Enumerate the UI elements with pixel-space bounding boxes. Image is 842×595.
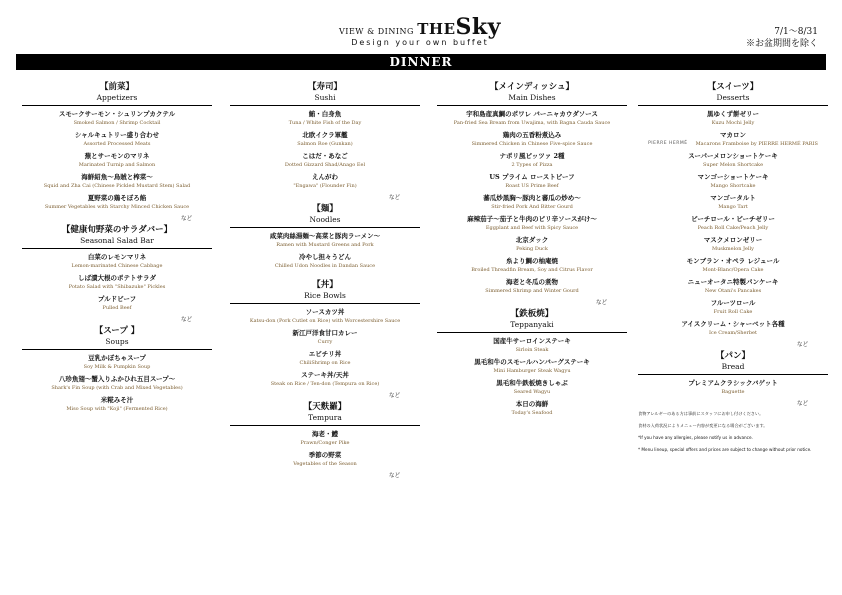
menu-item — [638, 131, 828, 148]
menu-item-en: Baguette — [721, 389, 745, 395]
menu-item-en: Marinated Turnip and Salmon — [78, 162, 156, 168]
menu-item-jp: 米糀みそ汁 — [100, 396, 134, 404]
section-title: 【メインディッシュ】 — [490, 82, 574, 92]
menu-item-en: Lemon-marinated Chinese Cabbage — [71, 263, 163, 269]
menu-item-en: Assorted Processed Meats — [83, 141, 151, 147]
logo-the: THE — [417, 20, 456, 38]
menu-item — [638, 173, 828, 190]
menu-item-en: Today's Seafood — [511, 410, 553, 416]
section-title-en: Appetizers — [22, 93, 212, 106]
menu-item-en-row — [230, 439, 420, 447]
menu-item-jp: えんがわ — [312, 173, 338, 181]
menu-item-jp: 八珍魚翅～蟹入りふかひれ五目スープ～ — [58, 375, 176, 383]
menu-item-en-row — [437, 346, 627, 354]
menu-item — [230, 430, 420, 447]
menu-item — [638, 110, 828, 127]
menu-item-en-row — [638, 119, 828, 127]
menu-item-en-row — [437, 287, 627, 295]
menu-item-en-row — [437, 388, 627, 396]
menu-item-en-row — [22, 140, 212, 148]
menu-item — [437, 358, 627, 375]
menu-item-jp: 海老と冬瓜の煮物 — [506, 278, 558, 286]
menu-item-en: Peach Roll Cake/Peach Jelly — [697, 225, 769, 231]
menu-item-en: Chilled Udon Noodles in Dandan Sauce — [274, 263, 376, 269]
menu-item-en-row — [638, 140, 828, 148]
menu-item-en-row — [22, 405, 212, 413]
menu-item-jp: アイスクリーム・シャーベット各種 — [681, 320, 785, 328]
menu-item — [437, 110, 627, 127]
menu-item-en-row — [230, 460, 420, 468]
menu-item-en-row — [230, 161, 420, 169]
section-title-en: Seasonal Salad Bar — [22, 236, 212, 249]
spacer — [437, 421, 627, 427]
section-title-en: Main Dishes — [437, 93, 627, 106]
menu-item-en: Miso Soup with "Koji" (Fermented Rice) — [66, 406, 168, 412]
section-title-en: Noodles — [230, 215, 420, 228]
menu-item-jp: マカロン — [720, 131, 746, 139]
menu-item-jp: こはだ・あなご — [302, 152, 348, 160]
menu-item — [230, 110, 420, 127]
menu-item-en-row — [230, 380, 420, 388]
section-title-en: Teppanyaki — [437, 320, 627, 333]
menu-item — [230, 152, 420, 169]
menu-item-en: Broiled Threadfin Bream, Soy and Citrus Flavor — [471, 267, 593, 273]
menu-item-en: Vegetables of the Season — [293, 461, 357, 467]
menu-item — [437, 400, 627, 417]
menu-item-en-row — [638, 266, 828, 274]
menu-item-en: Seared Wagyu — [513, 389, 551, 395]
menu-item — [22, 274, 212, 291]
nado-label: など — [388, 393, 400, 399]
menu-item-en: Steak on Rice / Ten-don (Tempura on Rice) — [270, 381, 380, 387]
section-title-en: Rice Bowls — [230, 291, 420, 304]
menu-item — [22, 396, 212, 413]
dinner-banner: DINNER — [16, 54, 826, 70]
section-title: 【丼】 — [312, 280, 338, 290]
section-title: 【寿司】 — [307, 82, 342, 92]
note-line: 食物アレルギーのある方は事前にスタッフにお申し付けください。 — [638, 411, 764, 416]
menu-item-en-row — [437, 119, 627, 127]
menu-item — [22, 173, 212, 190]
menu-item-jp: 黒毛和牛のスモールハンバーグステーキ — [474, 358, 590, 366]
menu-item-en: Shark's Fin Soup (with Crab and Mixed Vegetables) — [51, 385, 183, 391]
menu-item — [437, 257, 627, 274]
menu-item-jp: マンゴーショートケーキ — [697, 173, 769, 181]
nado-label: など — [796, 342, 808, 348]
menu-item-jp: ナポリ風ピッツァ 2種 — [499, 152, 565, 160]
menu-item-en-row — [437, 203, 627, 211]
section-title: 【パン】 — [715, 351, 750, 361]
menu-item-en: Smoked Salmon / Shrimp Cocktail — [73, 120, 161, 126]
logo-prefix: VIEW & DINING — [339, 27, 414, 36]
menu-item-en-row — [437, 367, 627, 375]
nado-label: など — [180, 216, 192, 222]
logo-sky: Sky — [455, 14, 501, 40]
nado-label: など — [388, 473, 400, 479]
menu-item-en-row — [638, 287, 828, 295]
menu-item — [22, 295, 212, 312]
menu-item-en: Tuna / White Fish of the Day — [288, 120, 362, 126]
menu-item-en: ChiliShrimp on Rice — [299, 360, 351, 366]
nado-label: など — [595, 300, 607, 306]
menu-item-en: New Otani's Pancakes — [704, 288, 762, 294]
menu-item-en: Pulled Beef — [102, 305, 132, 311]
logo — [330, 14, 510, 47]
menu-item — [22, 194, 212, 211]
menu-item — [230, 329, 420, 346]
menu-item-en: Curry — [317, 339, 333, 345]
menu-item — [638, 152, 828, 169]
menu-item-en-row — [437, 409, 627, 417]
section-title-en: Soups — [22, 337, 212, 350]
menu-item-en-row — [230, 317, 420, 325]
menu-item-en-row — [437, 140, 627, 148]
nado-label: など — [796, 401, 808, 407]
menu-item-en: Summer Vegetables with Starchy Minced Chicken Sauce — [44, 204, 190, 210]
menu-item — [437, 278, 627, 295]
period-info — [746, 26, 818, 50]
menu-item-jp: マスクメロンゼリー — [703, 236, 763, 244]
menu-item-jp: ソースカツ丼 — [305, 308, 345, 316]
menu-item-en-row — [638, 203, 828, 211]
menu-item-en-row — [22, 283, 212, 291]
menu-item-jp: 黒ゆくず餅ゼリー — [707, 110, 759, 118]
menu-item-jp: 新江戸洋食甘口カレー — [292, 329, 358, 337]
menu-item-jp: 夏野菜の鶏そぼろ餡 — [87, 194, 147, 202]
menu-item-en-row — [230, 359, 420, 367]
menu-item-jp: 糸より鯛の柚庵焼 — [506, 257, 558, 265]
menu-item-en-row — [638, 161, 828, 169]
section-title: 【健康旬野菜のサラダバー】 — [61, 225, 173, 235]
menu-item — [437, 236, 627, 253]
menu-item — [638, 278, 828, 295]
menu-item-en: 2 Types of Pizza — [511, 162, 553, 168]
menu-item-en-row — [638, 308, 828, 316]
section-title: 【鉄板焼】 — [510, 309, 554, 319]
menu-item-en-row — [230, 338, 420, 346]
pierre-herme-logo: PIERRE HERMÉ — [648, 140, 688, 146]
menu-item-en: Stir-fried Pork And Bitter Gourd — [491, 204, 573, 210]
menu-item-en: Fruit Roll Cake — [713, 309, 753, 315]
menu-item-jp: プルドビーフ — [97, 295, 137, 303]
menu-item-en: Eggplant and Beef with Spicy Sauce — [485, 225, 579, 231]
menu-item-en: Sirloin Steak — [515, 347, 549, 353]
menu-item-jp: ピーチロール・ピーチゼリー — [691, 215, 775, 223]
menu-item — [22, 253, 212, 270]
menu-item — [230, 173, 420, 190]
spacer — [22, 417, 212, 423]
menu-item-jp: 鶏肉の五香粉煮込み — [502, 131, 562, 139]
menu-item-jp: マンゴータルト — [710, 194, 756, 202]
menu-item — [230, 371, 420, 388]
menu-item-jp: プレミアムクラシックバゲット — [688, 379, 778, 387]
menu-item-en: Simmered Chicken in Chinese Five-spice Sauce — [471, 141, 593, 147]
menu-item-jp: 蕃瓜炒黑胸～豚肉と蕃瓜の炒め～ — [483, 194, 581, 202]
menu-item — [230, 308, 420, 325]
section-title: 【スイーツ】 — [707, 82, 759, 92]
menu-item — [437, 131, 627, 148]
section-title: 【麺】 — [312, 204, 338, 214]
menu-item-en-row — [437, 245, 627, 253]
column-1 — [22, 82, 212, 423]
menu-item-en: Super Melon Shortcake — [702, 162, 764, 168]
menu-item-en: Squid and Zha Cai (Chinese Pickled Mustard Stem) Salad — [43, 183, 191, 189]
menu-item-jp: 冷やし担々うどん — [299, 253, 351, 261]
menu-item-en-row — [22, 262, 212, 270]
menu-item — [638, 215, 828, 232]
menu-item — [22, 354, 212, 371]
menu-item-jp: スモークサーモン・シュリンプカクテル — [58, 110, 176, 118]
menu-item — [230, 451, 420, 468]
nado-label: など — [388, 195, 400, 201]
menu-item-jp: エビチリ丼 — [308, 350, 342, 358]
menu-item-jp: しば漬大根のポテトサラダ — [78, 274, 156, 282]
menu-item-en-row — [22, 182, 212, 190]
menu-item-en-row — [230, 140, 420, 148]
menu-item-en-row — [437, 224, 627, 232]
menu-item-jp: フルーツロール — [710, 299, 756, 307]
menu-item — [230, 253, 420, 270]
menu-item-jp: 蕪とサーモンのマリネ — [84, 152, 150, 160]
menu-item-jp: 宇和島産真鯛のポワレ バーニャカウダソース — [466, 110, 598, 118]
menu-item-en-row — [22, 119, 212, 127]
menu-item — [638, 320, 828, 337]
section-title-en: Bread — [638, 362, 828, 375]
menu-item-en-row — [230, 262, 420, 270]
menu-item-jp: 白菜のレモンマリネ — [87, 253, 147, 261]
menu-item-jp: 北京ダック — [515, 236, 549, 244]
menu-item-en-row — [22, 161, 212, 169]
menu-item-en: Simmered Shrimp and Winter Gourd — [485, 288, 579, 294]
menu-item — [22, 131, 212, 148]
menu-item-jp: 海鮮紹魚～烏賊と榨菜～ — [81, 173, 153, 181]
note-line: * Menu lineup, special offers and prices are subject to change without prior notice. — [638, 447, 812, 452]
menu-item — [22, 375, 212, 392]
menu-item-en: Potato Salad with "Shibazuke" Pickles — [68, 284, 166, 290]
section-title: 【前菜】 — [99, 82, 134, 92]
period-dates: 7/1～8/31 — [774, 27, 818, 37]
menu-item-en-row — [22, 384, 212, 392]
menu-item-jp: 黒毛和牛鉄板焼きしゃぶ — [496, 379, 568, 387]
menu-item-en: Ice Cream/Sherbet — [708, 330, 758, 336]
menu-item-jp: 咸菜肉絲湯麺～高菜と豚肉ラーメン～ — [269, 232, 381, 240]
menu-item-en: Macarons Framboise by PIERRE HERMÉ PARIS — [695, 141, 818, 147]
menu-item-jp: スーパーメロンショートケーキ — [688, 152, 778, 160]
section-title: 【スープ 】 — [94, 326, 140, 336]
menu-item-en-row — [22, 363, 212, 371]
menu-item — [437, 152, 627, 169]
menu-item — [638, 257, 828, 274]
allergy-notes — [638, 410, 828, 454]
menu-item-en-row — [638, 388, 828, 396]
menu-item-jp: ステーキ丼/天丼 — [301, 371, 349, 379]
menu-item-jp: 季節の野菜 — [308, 451, 342, 459]
menu-item — [22, 152, 212, 169]
menu-item-jp: 豆乳かぼちゃスープ — [88, 354, 146, 362]
menu-item-en-row — [437, 161, 627, 169]
section-title-en: Sushi — [230, 93, 420, 106]
menu-item-jp: モンブラン・オペラ レジュール — [686, 257, 780, 265]
menu-item-en: Mango Tart — [718, 204, 748, 210]
menu-item-en-row — [437, 266, 627, 274]
menu-item-en: Kuzu Mochi Jelly — [711, 120, 755, 126]
menu-item-jp: 麻辣茄子～茄子と牛肉のピリ辛ソースがけ～ — [467, 215, 597, 223]
menu-item — [638, 299, 828, 316]
menu-item-en: Muskmelon Jelly — [711, 246, 755, 252]
menu-item-en-row — [22, 304, 212, 312]
menu-item — [22, 110, 212, 127]
note-line: 食材の入荷状況によりメニュー内容が変更になる場合がございます。 — [638, 423, 768, 428]
menu-item-en: Peking Duck — [516, 246, 548, 252]
menu-item — [437, 173, 627, 190]
menu-item-jp: 国産牛サーロインステーキ — [493, 337, 571, 345]
menu-item-jp: US プライム ローストビーフ — [489, 173, 575, 181]
menu-item-jp: 北欧イクラ軍艦 — [302, 131, 348, 139]
menu-item-en: Salmon Roe (Gunkan) — [297, 141, 353, 147]
menu-item-en: "Engawa" (Flounder Fin) — [293, 183, 357, 189]
menu-item-en: Mont-Blanc/Opera Cake — [702, 267, 764, 273]
section-title-en: Desserts — [638, 93, 828, 106]
menu-item-en: Katsu-don (Pork Cutlet on Rice) with Worcestershire Sauce — [249, 318, 401, 324]
menu-item-en-row — [230, 241, 420, 249]
column-3 — [437, 82, 627, 427]
period-note: ※お盆期間を除く — [745, 39, 818, 49]
menu-item — [638, 379, 828, 396]
menu-item — [230, 232, 420, 249]
menu-item-en-row — [638, 245, 828, 253]
menu-item-jp: ニューオータニ特製パンケーキ — [687, 278, 779, 286]
menu-item-en: Dotted Gizzard Shad/Anago Eel — [284, 162, 366, 168]
menu-item-en: Ramen with Mustard Greens and Pork — [276, 242, 374, 248]
menu-item — [230, 350, 420, 367]
menu-item-en: Pan-fried Sea Bream from Uwajima, with Bagna Cauda Sauce — [453, 120, 611, 126]
menu-item-en-row — [437, 182, 627, 190]
menu-item — [437, 215, 627, 232]
menu-item — [638, 236, 828, 253]
menu-item-en-row — [638, 182, 828, 190]
column-4 — [638, 82, 828, 458]
section-title-en: Tempura — [230, 413, 420, 426]
menu-item — [437, 337, 627, 354]
menu-item-en-row — [230, 182, 420, 190]
menu-item — [638, 194, 828, 211]
logo-tagline: Design your own buffet — [351, 38, 489, 47]
menu-item-jp: 鮪・白身魚 — [308, 110, 342, 118]
note-line: *If you have any allergies, please notify us in advance. — [638, 435, 753, 440]
menu-item-jp: 海老・鱧 — [312, 430, 338, 438]
menu-item-en-row — [638, 224, 828, 232]
menu-item-en: Soy Milk & Pumpkin Soup — [83, 364, 151, 370]
menu-item-jp: シャルキュトリー盛り合わせ — [74, 131, 160, 139]
menu-item-jp: 本日の海鮮 — [515, 400, 549, 408]
menu-item — [437, 379, 627, 396]
menu-item-en: Mini Hamburger Steak Wagyu — [493, 368, 571, 374]
menu-item-en-row — [230, 119, 420, 127]
menu-item — [437, 194, 627, 211]
section-title: 【天麩羅】 — [303, 402, 347, 412]
menu-item — [230, 131, 420, 148]
column-2 — [230, 82, 420, 482]
menu-item-en: Mango Shortcake — [710, 183, 756, 189]
nado-label: など — [180, 317, 192, 323]
menu-item-en-row — [638, 329, 828, 337]
menu-item-en: Roast US Prime Beef — [505, 183, 559, 189]
menu-item-en-row — [22, 203, 212, 211]
menu-item-en: Prawn/Conger Pike — [300, 440, 350, 446]
